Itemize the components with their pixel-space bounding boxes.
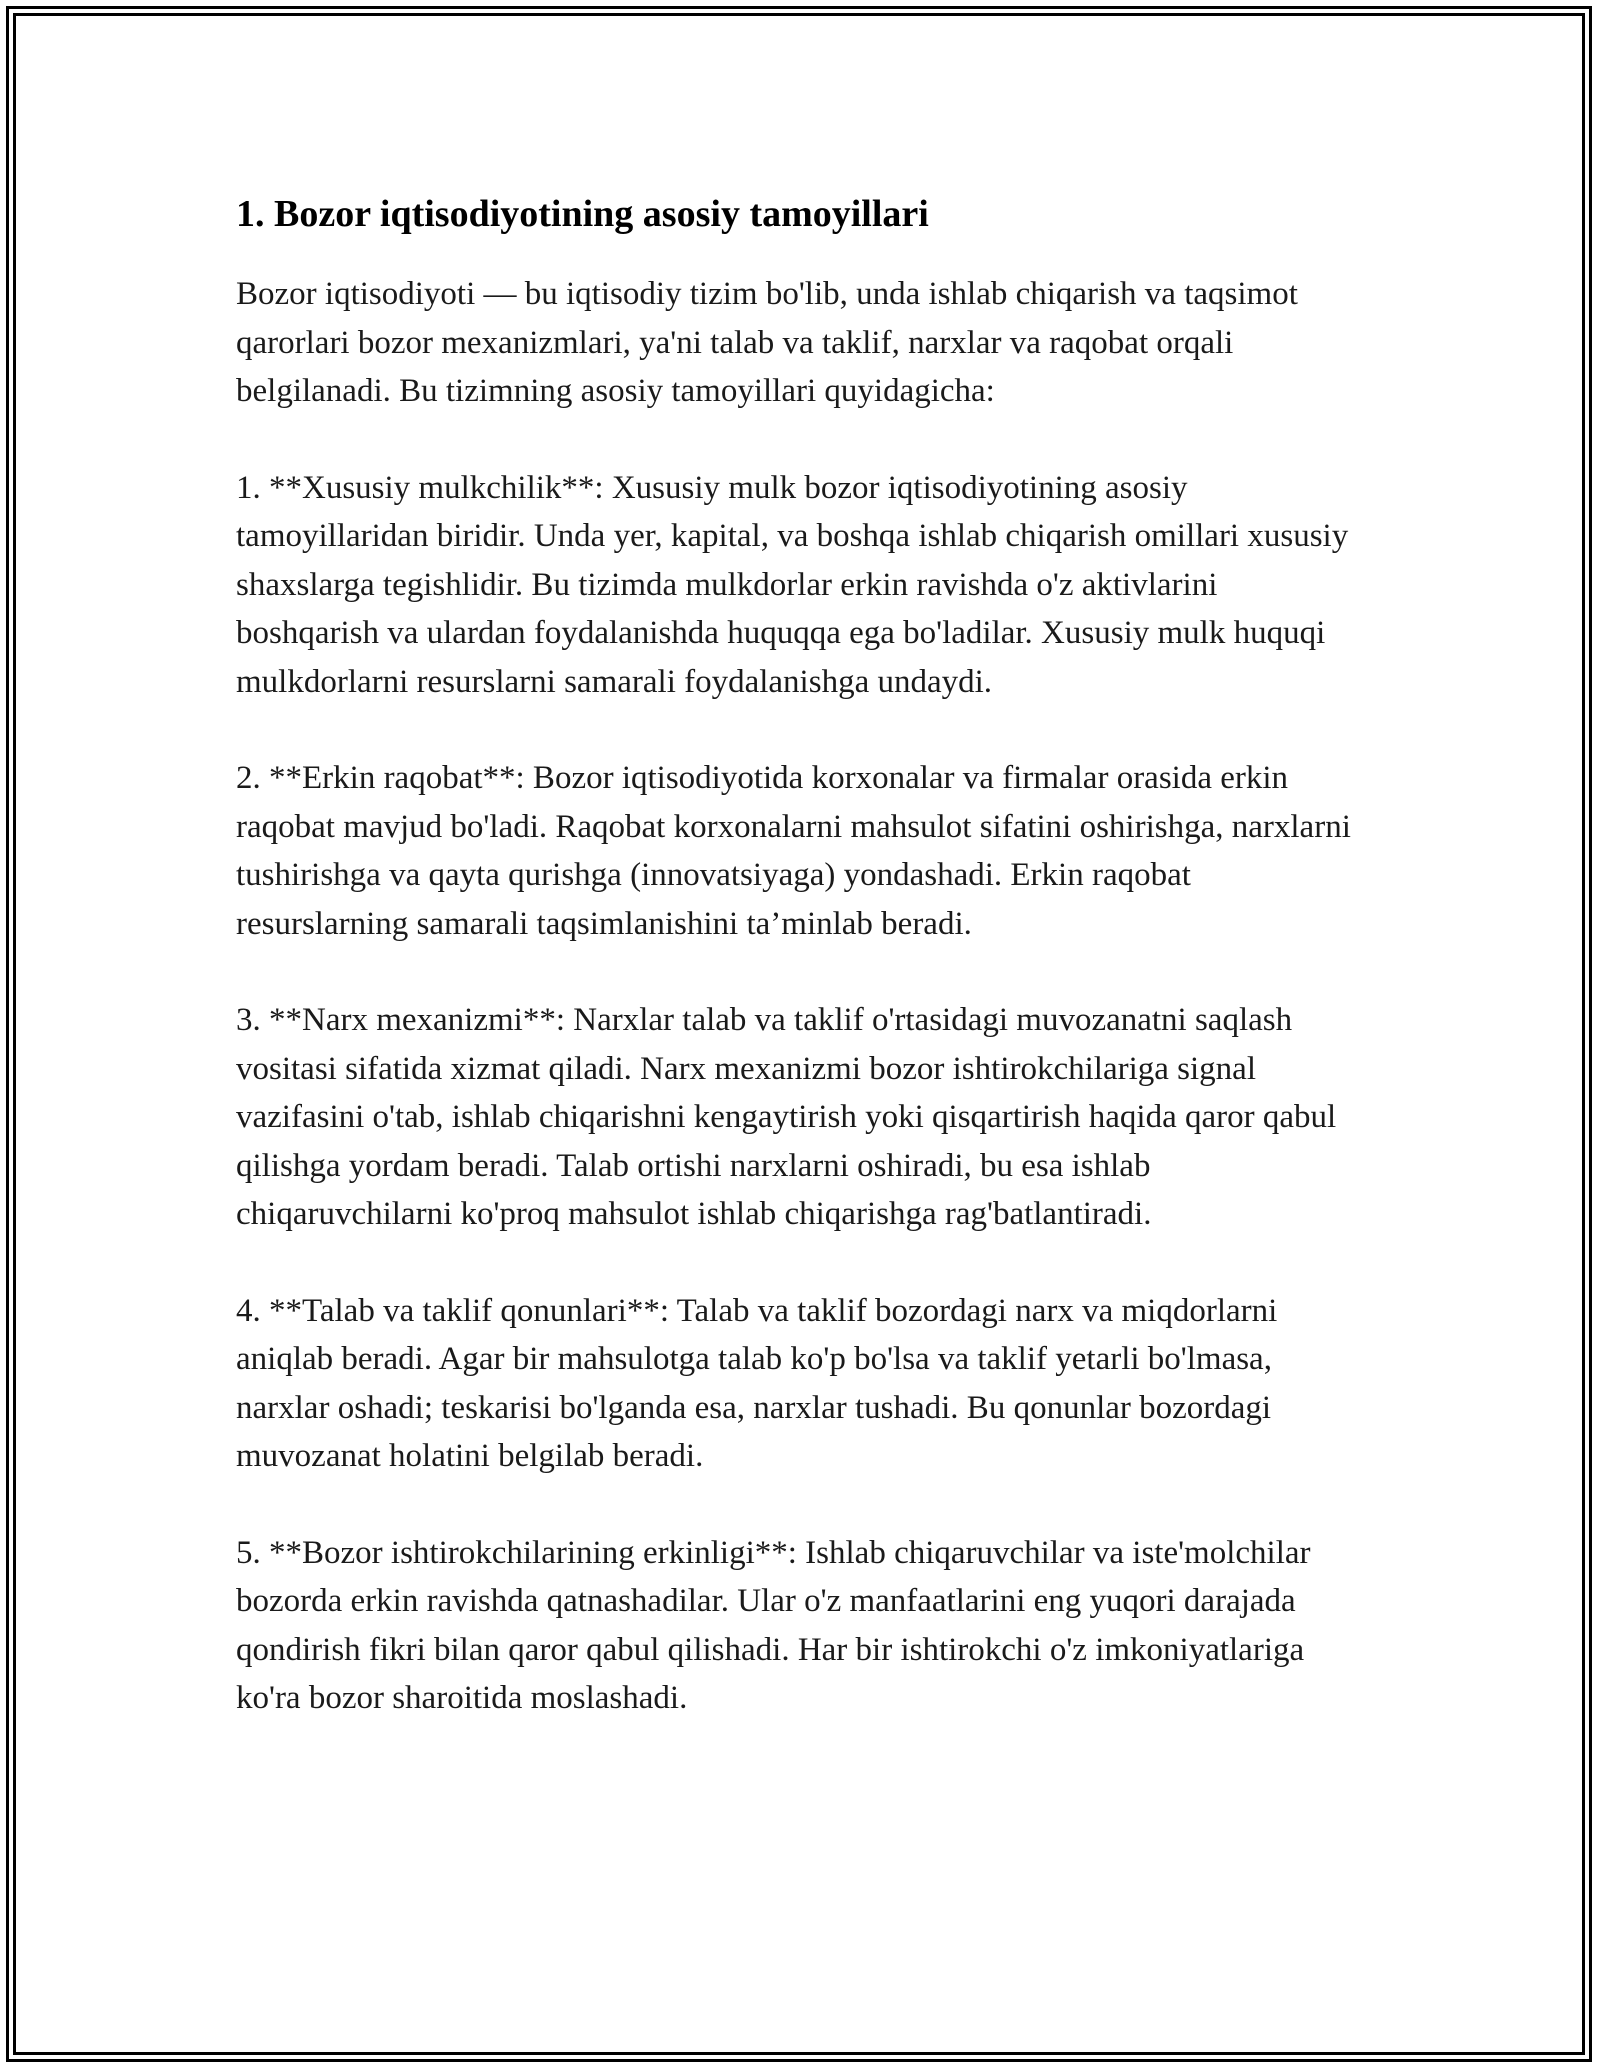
list-item: 2. **Erkin raqobat**: Bozor iqtisodiyotida korxonalar va firmalar orasida erkin raqobat mavjud bo'ladi. Raqobat korxonalarni mahsulot sifatini oshirishga, narxlarni tushirishga va qayta qurishga (innovatsiyaga) yondashadi. Erkin raqobat resurslarning samarali taqsimlanishini ta’minlab beradi. [236,760,1351,942]
list-item: 3. **Narx mexanizmi**: Narxlar talab va taklif o'rtasidagi muvozanatni saqlash vositasi sifatida xizmat qiladi. Narx mexanizmi bozor ishtirokchilariga signal vazifasini o'tab, ishlab chiqarishni kengaytirish yoki qisqartirish haqida qaror qabul qilishga yordam beradi. Talab ortishi narxlarni oshiradi, bu esa ishlab chiqaruvchilarni ko'proq mahsulot ishlab chiqarishga rag'batlantiradi. [236,1002,1337,1232]
document-body [236,188,1366,1771]
list-item: 4. **Talab va taklif qonunlari**: Talab va taklif bozordagi narx va miqdorlarni aniqlab beradi. Agar bir mahsulotga talab ko'p bo'lsa va taklif yetarli bo'lmasa, narxlar oshadi; teskarisi bo'lganda esa, narxlar tushadi. Bu qonunlar bozordagi muvozanat holatini belgilab beradi. [236,1292,1278,1474]
intro-paragraph: Bozor iqtisodiyoti — bu iqtisodiy tizim bo'lib, unda ishlab chiqarish va taqsimot qarorlari bozor mexanizmlari, ya'ni talab va taklif, narxlar va raqobat orqali belgilanadi. Bu tizimning asosiy tamoyillari quyidagicha: [236,276,1298,409]
list-item: 5. **Bozor ishtirokchilarining erkinligi**: Ishlab chiqaruvchilar va iste'molchilar bozorda erkin ravishda qatnashadilar. Ular o'z manfaatlarini eng yuqori darajada qondirish fikri bilan qaror qabul qilishadi. Har bir ishtirokchi o'z imkoniyatlariga ko'ra bozor sharoitida moslashadi. [236,1534,1311,1716]
document-title: 1. Bozor iqtisodiyotining asosiy tamoyillari [236,193,929,235]
list-item: 1. **Xususiy mulkchilik**: Xususiy mulk bozor iqtisodiyotining asosiy tamoyillaridan biridir. Unda yer, kapital, va boshqa ishlab chiqarish omillari xususiy shaxslarga tegishlidir. Bu tizimda mulkdorlar erkin ravishda o'z aktivlarini boshqarish va ulardan foydalanishda huquqqa ega bo'ladilar. Xususiy mulk huquqi mulkdorlarni resurslarni samarali foydalanishga undaydi. [236,469,1349,700]
